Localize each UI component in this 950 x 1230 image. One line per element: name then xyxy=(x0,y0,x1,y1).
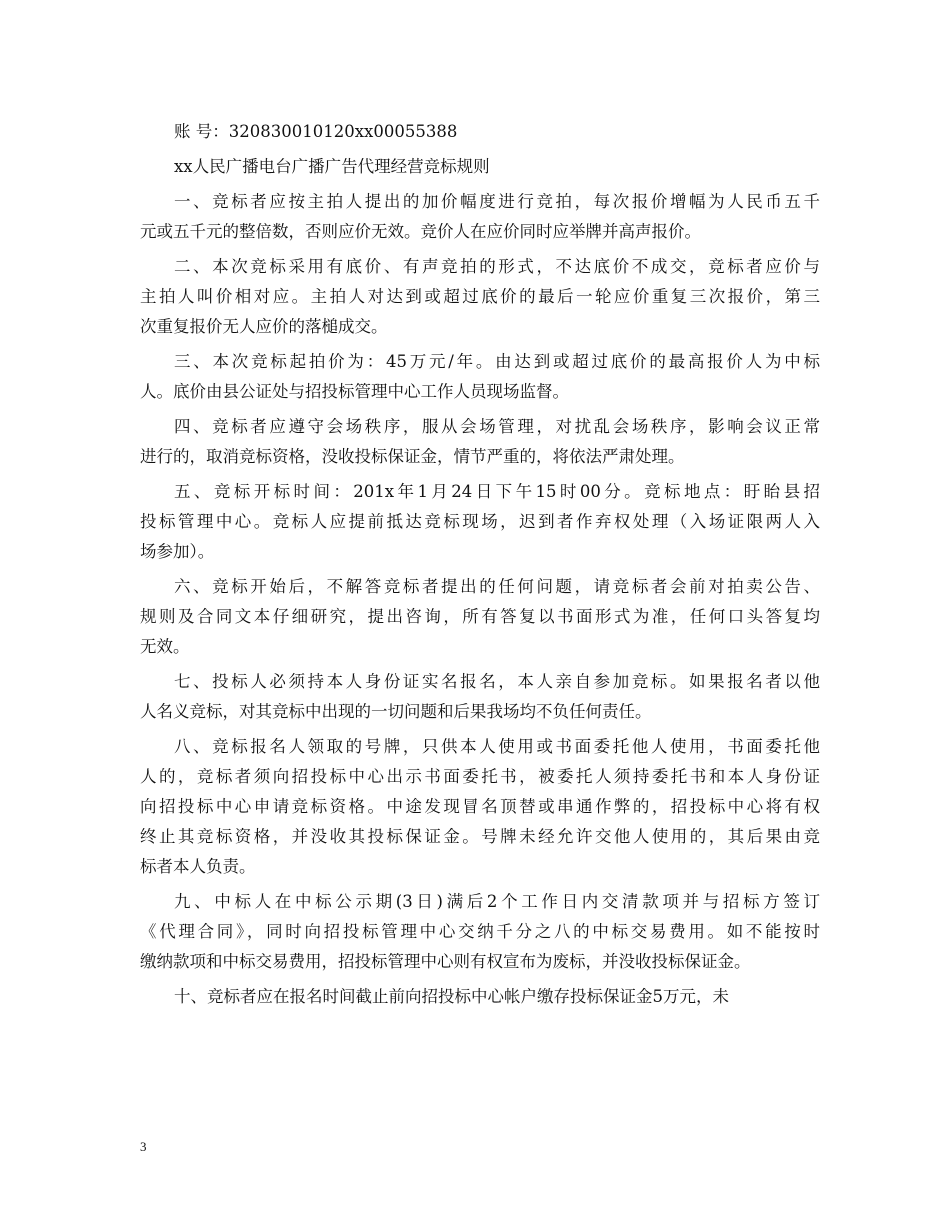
paragraph-line: 五、竞标开标时间：201x年1月24日下午15时00分。竞标地点：盱眙县招 xyxy=(174,482,820,501)
paragraph-line: 七、投标人必须持本人身份证实名报名，本人亲自参加竞标。如果报名者以他 xyxy=(174,672,820,691)
paragraph-line: 进行的，取消竞标资格，没收投标保证金，情节严重的，将依法严肃处理。 xyxy=(140,447,685,466)
paragraph-line: 元或五千元的整倍数，否则应价无效。竞价人在应价同时应举牌并高声报价。 xyxy=(140,222,701,241)
rules-title: xx人民广播电台广播广告代理经营竞标规则 xyxy=(174,157,490,176)
paragraph-line: 四、竞标者应遵守会场秩序，服从会场管理，对扰乱会场秩序，影响会议正常 xyxy=(174,417,820,436)
paragraph-line: 八、竞标报名人领取的号牌，只供本人使用或书面委托他人使用，书面委托他 xyxy=(174,737,820,756)
paragraph-line: 次重复报价无人应价的落槌成交。 xyxy=(140,317,388,336)
rule-paragraph xyxy=(140,887,820,977)
paragraph-line: 《代理合同》，同时向招投标管理中心交纳千分之八的中标交易费用。如不能按时 xyxy=(140,922,820,941)
paragraph-line: 人。底价由县公证处与招投标管理中心工作人员现场监督。 xyxy=(140,382,569,401)
paragraph-line: 标者本人负责。 xyxy=(140,857,256,876)
rule-paragraph xyxy=(140,572,820,662)
document-body xyxy=(140,117,820,1017)
paragraph-line: 终止其竞标资格，并没收其投标保证金。号牌未经允许交他人使用的，其后果由竞 xyxy=(140,827,820,846)
rule-paragraph xyxy=(140,252,820,342)
paragraph-line: 规则及合同文本仔细研究，提出咨询，所有答复以书面形式为准，任何口头答复均 xyxy=(140,607,820,626)
paragraph-line: 九、中标人在中标公示期(3日)满后2个工作日内交清款项并与招标方签订 xyxy=(174,892,820,911)
paragraph-line: 六、竞标开始后，不解答竞标者提出的任何问题，请竞标者会前对拍卖公告、 xyxy=(174,577,820,596)
rule-paragraph xyxy=(140,732,820,882)
account-number-line: 账 号：320830010120xx00055388 xyxy=(174,122,458,141)
paragraph-line: 向招投标中心申请竞标资格。中途发现冒名顶替或串通作弊的，招投标中心将有权 xyxy=(140,797,820,816)
paragraph-line: 场参加）。 xyxy=(140,542,215,561)
paragraph-line: 无效。 xyxy=(140,637,190,656)
paragraph-line: 主拍人叫价相对应。主拍人对达到或超过底价的最后一轮应价重复三次报价，第三 xyxy=(140,287,820,306)
paragraph-line: 十、竞标者应在报名时间截止前向招投标中心帐户缴存投标保证金5万元，未 xyxy=(174,987,729,1006)
rule-paragraph xyxy=(140,982,820,1012)
rule-paragraph xyxy=(140,667,820,727)
paragraph-line: 人的，竞标者须向招投标中心出示书面委托书，被委托人须持委托书和本人身份证 xyxy=(140,767,820,786)
paragraph-line: 投标管理中心。竞标人应提前抵达竞标现场，迟到者作弃权处理（入场证限两人入 xyxy=(140,512,820,531)
paragraph-line: 缴纳款项和中标交易费用，招投标管理中心则有权宣布为废标，并没收投标保证金。 xyxy=(140,952,751,971)
rule-paragraph xyxy=(140,477,820,567)
rule-paragraph xyxy=(140,412,820,472)
paragraph-line: 一、竞标者应按主拍人提出的加价幅度进行竞拍，每次报价增幅为人民币五千 xyxy=(174,192,820,211)
rule-paragraph xyxy=(140,187,820,247)
paragraph-line: 二、本次竞标采用有底价、有声竞拍的形式，不达底价不成交，竞标者应价与 xyxy=(174,257,820,276)
rule-paragraph xyxy=(140,347,820,407)
page-number: 3 xyxy=(140,1139,147,1154)
paragraph-line: 人名义竞标，对其竞标中出现的一切问题和后果我场均不负任何责任。 xyxy=(140,702,652,721)
rules-paragraphs xyxy=(140,187,820,1012)
paragraph-line: 三、本次竞标起拍价为：45万元/年。由达到或超过底价的最高报价人为中标 xyxy=(174,352,820,371)
